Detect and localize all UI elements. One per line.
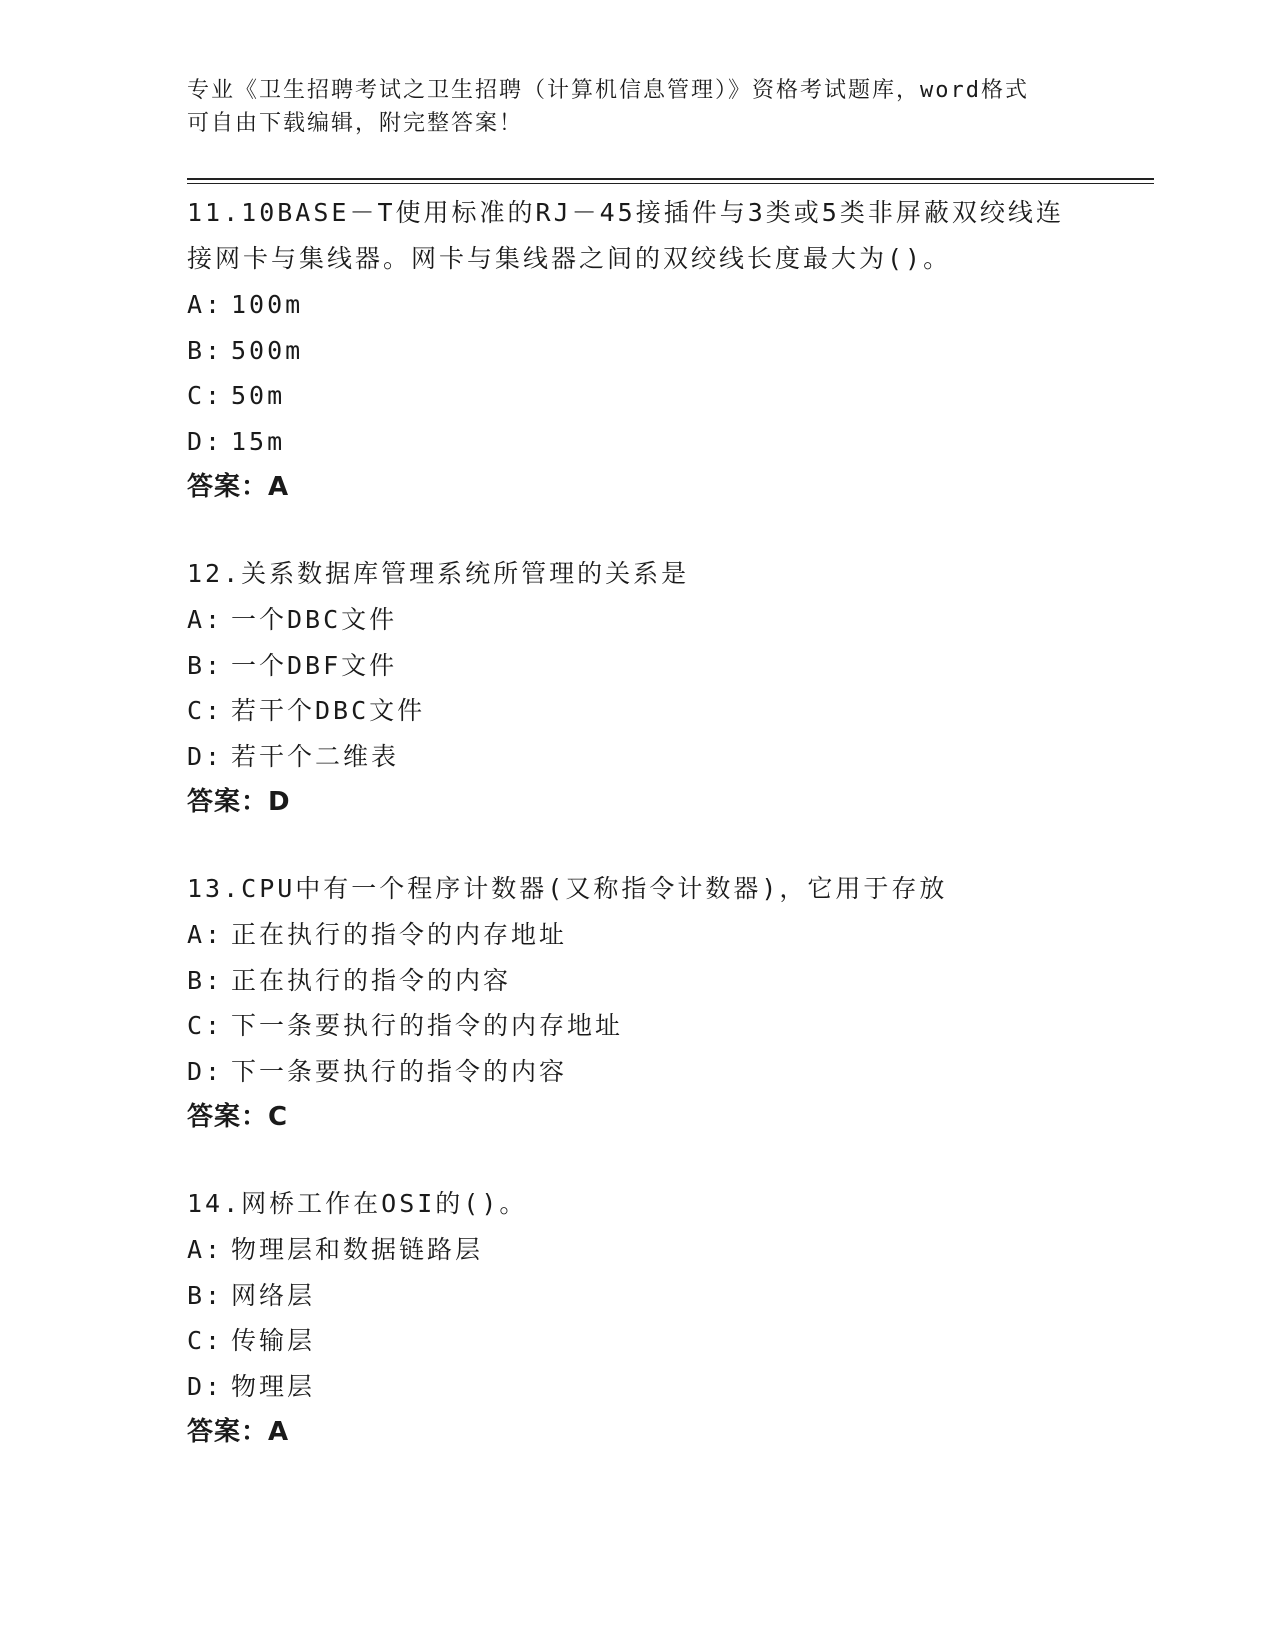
option-a bbox=[187, 597, 1087, 643]
option-text: 物理层和数据链路层 bbox=[231, 1235, 484, 1264]
question-title: 12.关系数据库管理系统所管理的关系是 bbox=[187, 559, 690, 588]
option-label: A: bbox=[187, 290, 224, 319]
answer: 答案：A bbox=[187, 472, 290, 502]
option-label: C: bbox=[187, 696, 224, 725]
option-a bbox=[187, 912, 1087, 958]
option-d bbox=[187, 1364, 1087, 1410]
option-b bbox=[187, 958, 1087, 1004]
document-header bbox=[187, 74, 1087, 140]
option-label: D: bbox=[187, 741, 224, 771]
header-line-2: 可自由下载编辑，附完整答案！ bbox=[187, 111, 524, 136]
option-text: 网络层 bbox=[231, 1280, 316, 1310]
header-divider-thick bbox=[187, 178, 1154, 180]
option-c bbox=[187, 1003, 1087, 1049]
option-label: A: bbox=[187, 1235, 224, 1264]
answer: 答案：C bbox=[187, 1102, 289, 1132]
option-text: 下一条要执行的指令的内存地址 bbox=[231, 1011, 624, 1040]
option-label: D: bbox=[187, 1371, 224, 1401]
option-d bbox=[187, 419, 1087, 465]
option-text: 传输层 bbox=[231, 1326, 316, 1355]
option-label: C: bbox=[187, 1011, 224, 1040]
header-divider-thin bbox=[187, 183, 1154, 184]
option-text: 15m bbox=[231, 426, 286, 456]
option-text: 物理层 bbox=[231, 1371, 316, 1401]
option-a bbox=[187, 1227, 1087, 1273]
option-text: 100m bbox=[231, 290, 304, 319]
header-line-1: 专业《卫生招聘考试之卫生招聘（计算机信息管理）》资格考试题库，word格式 bbox=[187, 78, 1029, 103]
option-label: B: bbox=[187, 965, 224, 995]
option-text: 一个DBC文件 bbox=[231, 605, 398, 634]
option-text: 下一条要执行的指令的内容 bbox=[231, 1056, 568, 1086]
question-list bbox=[187, 190, 1087, 1496]
option-text: 50m bbox=[231, 381, 286, 410]
option-label: B: bbox=[187, 335, 224, 365]
answer: 答案：A bbox=[187, 1417, 290, 1447]
option-b bbox=[187, 1273, 1087, 1319]
option-label: C: bbox=[187, 381, 224, 410]
option-text: 正在执行的指令的内存地址 bbox=[231, 920, 568, 949]
option-text: 500m bbox=[231, 335, 304, 365]
option-label: B: bbox=[187, 650, 224, 680]
option-c bbox=[187, 373, 1087, 419]
option-label: D: bbox=[187, 1056, 224, 1086]
option-label: B: bbox=[187, 1280, 224, 1310]
question-14 bbox=[187, 1181, 1087, 1455]
question-title: 13.CPU中有一个程序计数器(又称指令计数器)，它用于存放 bbox=[187, 874, 948, 903]
question-13 bbox=[187, 866, 1087, 1140]
option-b bbox=[187, 328, 1087, 374]
question-title: 11.10BASE－T使用标准的RJ－45接插件与3类或5类非屏蔽双绞线连接网卡与集线器。网卡与集线器之间的双绞线长度最大为()。 bbox=[187, 198, 1064, 273]
question-title: 14.网桥工作在OSI的()。 bbox=[187, 1189, 528, 1218]
option-label: D: bbox=[187, 426, 224, 456]
option-label: A: bbox=[187, 920, 224, 949]
option-text: 若干个二维表 bbox=[231, 741, 400, 771]
option-c bbox=[187, 688, 1087, 734]
option-b bbox=[187, 643, 1087, 689]
option-label: C: bbox=[187, 1326, 224, 1355]
answer: 答案：D bbox=[187, 787, 291, 817]
option-c bbox=[187, 1318, 1087, 1364]
option-text: 若干个DBC文件 bbox=[231, 696, 426, 725]
question-11 bbox=[187, 190, 1087, 510]
option-a bbox=[187, 282, 1087, 328]
question-12 bbox=[187, 551, 1087, 825]
option-d bbox=[187, 734, 1087, 780]
option-text: 一个DBF文件 bbox=[231, 650, 398, 680]
option-text: 正在执行的指令的内容 bbox=[231, 965, 512, 995]
option-d bbox=[187, 1049, 1087, 1095]
option-label: A: bbox=[187, 605, 224, 634]
